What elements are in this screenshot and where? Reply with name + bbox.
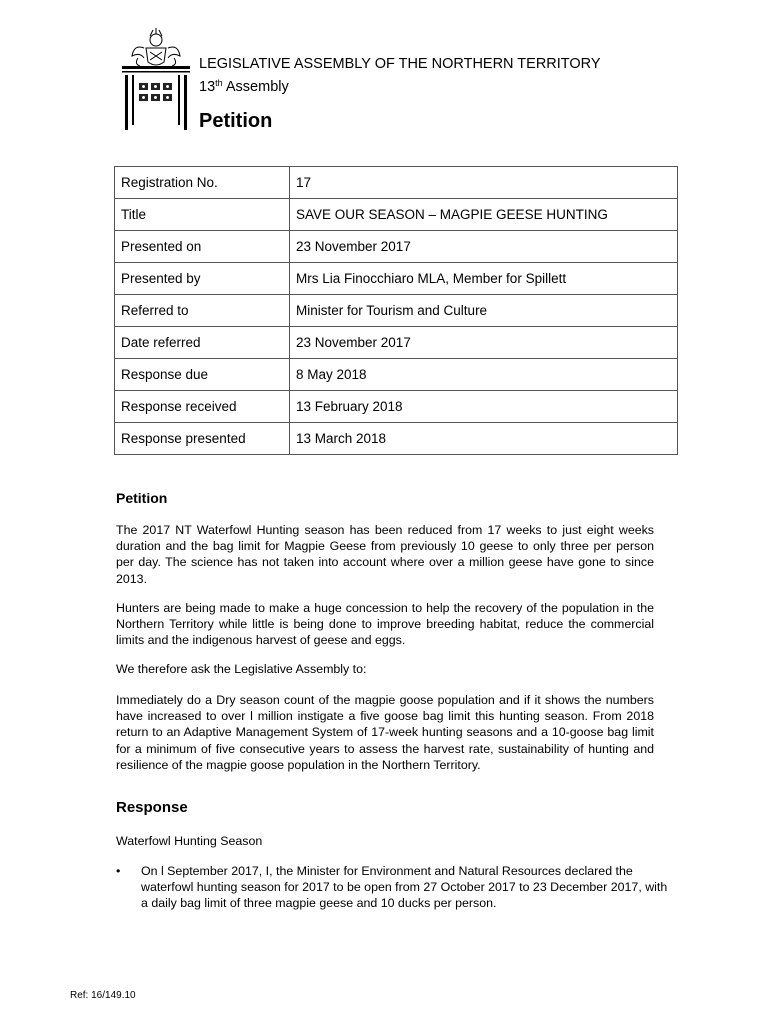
table-row: [115, 391, 678, 423]
assembly-crest-logo: [120, 28, 192, 130]
row-label: Referred to: [115, 295, 290, 327]
row-label: Date referred: [115, 327, 290, 359]
assembly-number-value: 13: [199, 79, 216, 95]
assembly-number-suffix: th: [215, 78, 223, 88]
row-label: Presented by: [115, 263, 290, 295]
table-row: [115, 327, 678, 359]
row-value: 17: [290, 167, 678, 199]
row-label: Response presented: [115, 423, 290, 455]
assembly-name: LEGISLATIVE ASSEMBLY OF THE NORTHERN TERRITORY: [199, 56, 601, 72]
table-row: [115, 295, 678, 327]
row-value: Mrs Lia Finocchiaro MLA, Member for Spillett: [290, 263, 678, 295]
row-label: Presented on: [115, 231, 290, 263]
bullet-icon: •: [116, 864, 121, 878]
row-value: 23 November 2017: [290, 327, 678, 359]
row-value: Minister for Tourism and Culture: [290, 295, 678, 327]
response-subheading: Waterfowl Hunting Season: [116, 834, 263, 848]
table-row: [115, 231, 678, 263]
table-row: [115, 423, 678, 455]
petition-heading: Petition: [116, 490, 168, 506]
petition-paragraph: Immediately do a Dry season count of the magpie goose population and if it shows the numbers have increased to over l million instigate a five goose bag limit this hunting season. From 2018 return to an Adaptive Management System of 17-week hunting seasons and a 10-goose bag limit for a minimum of five consecutive years to assess the harvest rate, sustainability of hunting and resilience of the magpie goose population in the Northern Territory.: [116, 693, 654, 772]
table-row: [115, 167, 678, 199]
petition-paragraph: Hunters are being made to make a huge concession to help the recovery of the population in the Northern Territory while little is being done to improve breeding habitat, reduce the commercial limits and the indigenous harvest of geese and eggs.: [116, 601, 654, 648]
row-value: 8 May 2018: [290, 359, 678, 391]
response-bullet-text: On l September 2017, I, the Minister for Environment and Natural Resources declared the waterfowl hunting season for 2017 to be open from 27 October 2017 to 23 December 2017, with a daily bag limit of three magpie geese and 10 ducks per person.: [141, 864, 668, 911]
row-value: 13 February 2018: [290, 391, 678, 423]
row-label: Title: [115, 199, 290, 231]
registration-table: [114, 166, 678, 455]
row-value: 23 November 2017: [290, 231, 678, 263]
petition-request-intro: We therefore ask the Legislative Assembly to:: [116, 662, 367, 676]
row-label: Response received: [115, 391, 290, 423]
row-value: 13 March 2018: [290, 423, 678, 455]
table-row: [115, 263, 678, 295]
response-heading: Response: [116, 799, 188, 816]
table-row: [115, 359, 678, 391]
row-label: Response due: [115, 359, 290, 391]
table-row: [115, 199, 678, 231]
petition-paragraph: The 2017 NT Waterfowl Hunting season has been reduced from 17 weeks to just eight weeks duration and the bag limit for Magpie Geese from previously 10 geese to only three per person per day. The science has not taken into account where over a million geese have gone to since 2013.: [116, 523, 654, 586]
footer-reference: Ref: 16/149.10: [70, 990, 136, 1001]
assembly-number: [199, 75, 289, 96]
page-title: Petition: [199, 110, 273, 132]
row-label: Registration No.: [115, 167, 290, 199]
assembly-number-label: Assembly: [222, 79, 289, 95]
row-value: SAVE OUR SEASON – MAGPIE GEESE HUNTING: [290, 199, 678, 231]
